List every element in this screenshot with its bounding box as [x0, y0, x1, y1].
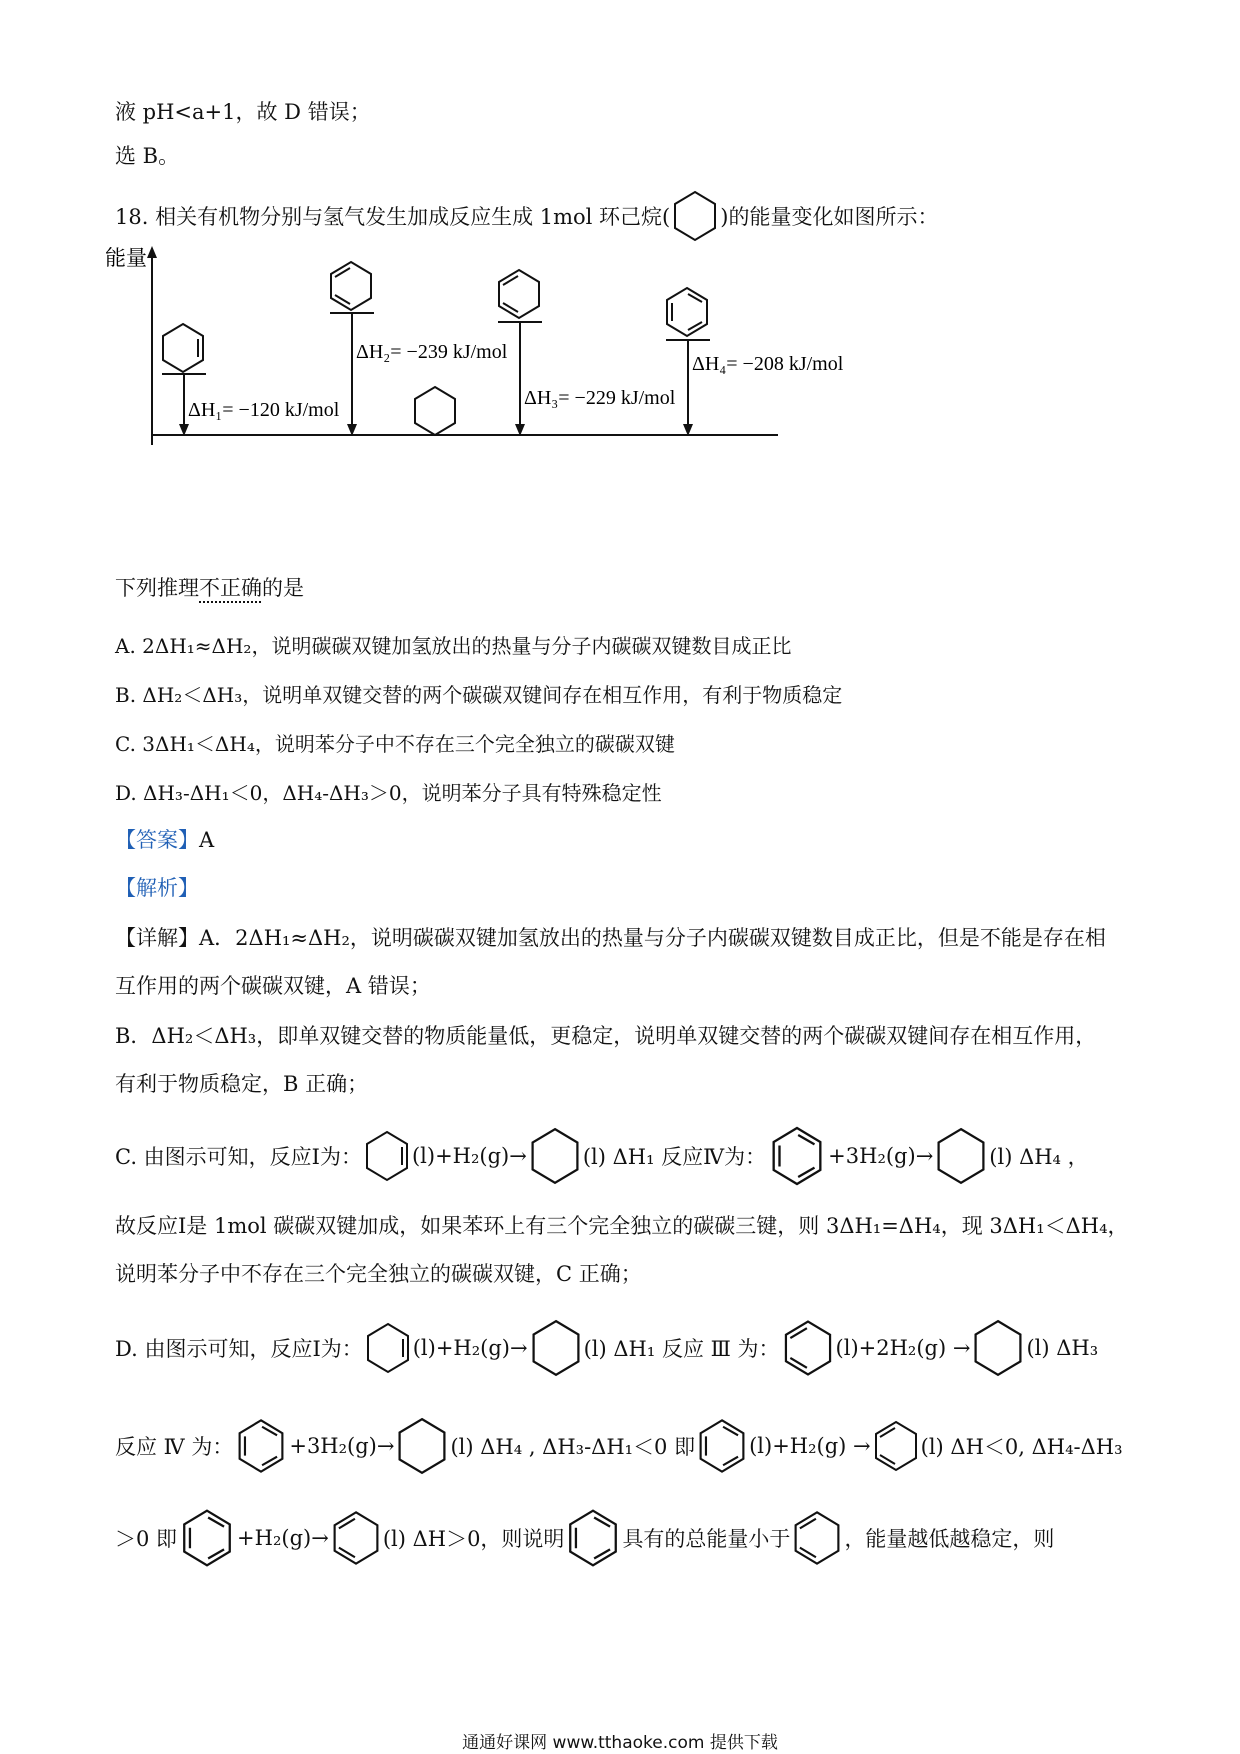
- detail-b-line1: B．ΔH₂＜ΔH₃，即单双键交替的物质能量低，更稳定，说明单双键交替的两个碳碳双键间存在相互作用，: [115, 1024, 1097, 1048]
- c-r3-text: +3H₂(g)→: [828, 1144, 934, 1168]
- d-r4-text: (l) ΔH₃: [1026, 1336, 1099, 1360]
- answer-line: [115, 824, 214, 854]
- cyclohexadiene-icon: [790, 1507, 844, 1569]
- cyclohexadiene-14-molecule: [499, 270, 539, 318]
- dh4-label: ΔH₄= −208 kJ/mol: [692, 353, 844, 375]
- c-r1-text: (l)+H₂(g)→: [411, 1144, 527, 1168]
- detail-c-line3: 说明苯分子中不存在三个完全独立的碳碳双键，C 正确；: [115, 1262, 642, 1286]
- detail-d-equation: [115, 1310, 1098, 1386]
- dh1-label: ΔH₁= −120 kJ/mol: [188, 399, 340, 421]
- prompt-text-b: 的是: [262, 576, 304, 600]
- detail-a-line1: [115, 922, 1106, 952]
- cyclohexene-icon: [362, 1130, 412, 1182]
- dh3-label: ΔH₃= −229 kJ/mol: [524, 387, 676, 409]
- e-pre-text: 反应 Ⅳ 为：: [115, 1435, 234, 1459]
- detail-d-equation-2: [115, 1408, 1123, 1484]
- cyclohexane-icon: [394, 1408, 450, 1484]
- page-footer: 通通好课网 www.tthaoke.com 提供下载: [462, 1733, 778, 1753]
- option-c: C. 3ΔH₁＜ΔH₄，说明苯分子中不存在三个完全独立的碳碳双键: [115, 732, 675, 756]
- cyclohexene-icon: [363, 1319, 413, 1377]
- option-d: D. ΔH₃-ΔH₁＜0，ΔH₄-ΔH₃＞0，说明苯分子具有特殊稳定性: [115, 781, 662, 805]
- benzene-icon: [564, 1505, 622, 1571]
- detail-a-line2: 互作用的两个碳碳双键，A 错误；: [115, 974, 431, 998]
- cyclohexane-icon: [527, 1118, 583, 1194]
- benzene-icon: [695, 1415, 749, 1477]
- benzene-molecule: [667, 288, 707, 336]
- detail-c-line2: 故反应Ⅰ是 1mol 碳碳双键加成，如果苯环上有三个完全独立的碳碳三键，则 3ΔH₁=ΔH₄，现 3ΔH₁＜ΔH₄，: [115, 1214, 1129, 1238]
- intro-line-1: 液 pH<a+1，故 D 错误；: [115, 100, 371, 124]
- d-r1-text: (l)+H₂(g)→: [412, 1336, 528, 1360]
- detail-d-equation-3: [115, 1505, 1054, 1571]
- answer-value: A: [199, 828, 215, 852]
- c-pre-text: C. 由图示可知，反应Ⅰ为：: [115, 1145, 362, 1169]
- prompt-emphasis: 不正确: [199, 576, 262, 600]
- c-r2-text: (l) ΔH₁ 反应Ⅳ为：: [582, 1145, 767, 1169]
- detail-c-equation: [115, 1118, 1089, 1194]
- cyclohexene-molecule: [163, 324, 203, 372]
- f-r1-text: +H₂(g)→: [237, 1526, 329, 1550]
- cyclohexadiene-icon: [871, 1415, 921, 1477]
- f-r3-text: 具有的总能量小于: [622, 1527, 791, 1551]
- stem-text-a: 18. 相关有机物分别与氢气发生加成反应生成 1mol 环己烷(: [115, 205, 671, 229]
- f-r4-text: ，能量越低越稳定，则: [844, 1527, 1055, 1551]
- stem-text-b: )的能量变化如图所示：: [720, 205, 939, 229]
- cyclohexane-molecule: [415, 387, 455, 435]
- d-r2-text: (l) ΔH₁ 反应 Ⅲ 为：: [583, 1337, 780, 1361]
- d-r3-text: (l)+2H₂(g) →: [835, 1336, 971, 1360]
- f-pre-text: ＞0 即: [115, 1527, 178, 1551]
- analysis-tag: 【解析】: [115, 876, 199, 900]
- cyclohexane-icon: [933, 1118, 989, 1194]
- e-r1-text: +3H₂(g)→: [289, 1434, 395, 1458]
- f-r2-text: (l) ΔH＞0，则说明: [382, 1527, 565, 1551]
- e-r3-text: (l)+H₂(g) →: [749, 1434, 871, 1458]
- cyclohexadiene-13-molecule: [331, 262, 371, 310]
- question-stem: [115, 190, 938, 242]
- detail-tag: 【详解】: [115, 926, 199, 950]
- detail-a1-text: A．2ΔH₁≈ΔH₂，说明碳碳双键加氢放出的热量与分子内碳碳双键数目成正比，但是不能是存在相: [199, 926, 1106, 950]
- e-r4-text: (l) ΔH＜0, ΔH₄-ΔH₃: [920, 1435, 1123, 1459]
- diagram-ylabel: 能量: [105, 246, 147, 270]
- axis-arrow-icon: [147, 246, 157, 258]
- benzene-icon: [177, 1505, 237, 1571]
- cyclohexane-icon: [970, 1310, 1026, 1386]
- cyclohexadiene-icon: [780, 1316, 836, 1380]
- cyclohexane-icon: [528, 1310, 584, 1386]
- detail-b-line2: 有利于物质稳定，B 正确；: [115, 1072, 369, 1096]
- benzene-icon: [766, 1121, 828, 1191]
- cyclohexane-icon: [670, 190, 720, 242]
- e-r2-text: (l) ΔH₄ , ΔH₃-ΔH₁＜0 即: [450, 1435, 696, 1459]
- dh2-label: ΔH₂= −239 kJ/mol: [356, 341, 508, 363]
- benzene-icon: [233, 1415, 289, 1477]
- question-prompt: [115, 572, 304, 602]
- cyclohexadiene-icon: [329, 1507, 383, 1569]
- d-pre-text: D. 由图示可知，反应Ⅰ为：: [115, 1337, 363, 1361]
- option-a: A. 2ΔH₁≈ΔH₂，说明碳碳双键加氢放出的热量与分子内碳碳双键数目成正比: [115, 634, 792, 658]
- c-r4-text: (l) ΔH₄ ，: [989, 1145, 1089, 1169]
- answer-tag: 【答案】: [115, 828, 199, 852]
- option-b: B. ΔH₂＜ΔH₃，说明单双键交替的两个碳碳双键间存在相互作用，有利于物质稳定: [115, 683, 843, 707]
- intro-line-2: 选 B。: [115, 144, 180, 168]
- energy-diagram: [100, 240, 880, 455]
- prompt-text-a: 下列推理: [115, 576, 199, 600]
